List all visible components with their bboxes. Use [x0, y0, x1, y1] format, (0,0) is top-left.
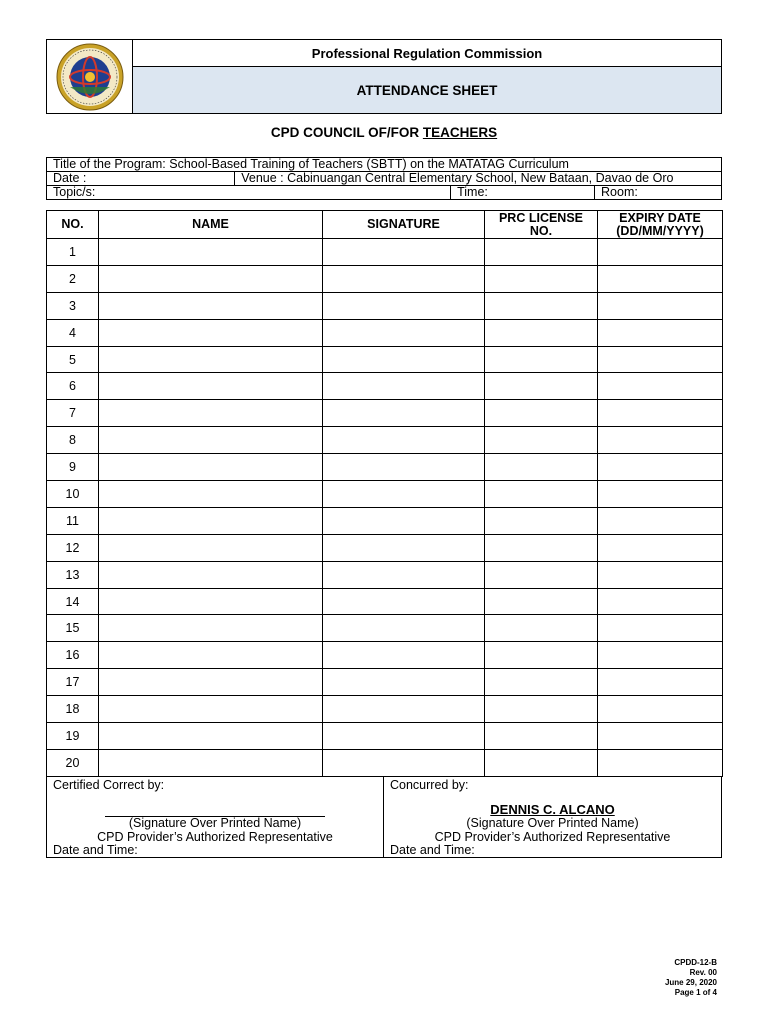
expiry-date-cell[interactable]: [598, 427, 723, 454]
signature-cell[interactable]: [323, 534, 485, 561]
form-page: Page 1 of 4: [674, 988, 717, 997]
concurred-section: [384, 777, 721, 857]
table-row: [47, 292, 723, 319]
signature-cell[interactable]: [323, 319, 485, 346]
row-number: 17: [47, 669, 99, 696]
expiry-date-cell[interactable]: [598, 749, 723, 776]
expiry-date-cell[interactable]: [598, 481, 723, 508]
signature-cell[interactable]: [323, 400, 485, 427]
table-row: [47, 346, 723, 373]
signature-cell[interactable]: [323, 749, 485, 776]
col-header-signature: SIGNATURE: [323, 211, 485, 239]
table-row: [47, 534, 723, 561]
signature-cell[interactable]: [323, 507, 485, 534]
row-number: 9: [47, 454, 99, 481]
row-number: 7: [47, 400, 99, 427]
name-cell[interactable]: [99, 265, 323, 292]
table-row: [47, 642, 723, 669]
signature-cell[interactable]: [323, 669, 485, 696]
signature-cell[interactable]: [323, 481, 485, 508]
name-cell[interactable]: [99, 346, 323, 373]
form-date: June 29, 2020: [664, 978, 717, 987]
row-number: 5: [47, 346, 99, 373]
expiry-date-cell[interactable]: [598, 534, 723, 561]
organization-name: Professional Regulation Commission: [133, 40, 721, 67]
form-title: ATTENDANCE SHEET: [133, 67, 721, 113]
prc-license-cell[interactable]: [485, 427, 598, 454]
row-number: 8: [47, 427, 99, 454]
row-number: 6: [47, 373, 99, 400]
caption-signature: (Signature Over Printed Name): [466, 816, 639, 830]
row-number: 14: [47, 588, 99, 615]
signature-cell[interactable]: [323, 265, 485, 292]
prc-license-cell[interactable]: [485, 346, 598, 373]
row-number: 19: [47, 723, 99, 750]
certified-section: [47, 777, 384, 857]
expiry-date-cell[interactable]: [598, 373, 723, 400]
venue-field[interactable]: Venue : Cabinuangan Central Elementary School, New Bataan, Davao de Oro: [235, 172, 722, 186]
name-cell[interactable]: [99, 319, 323, 346]
signature-cell[interactable]: [323, 346, 485, 373]
row-number: 1: [47, 239, 99, 266]
row-number: 2: [47, 265, 99, 292]
table-row: [47, 265, 723, 292]
certified-caption: [47, 817, 383, 844]
name-cell[interactable]: [99, 749, 323, 776]
name-cell[interactable]: [99, 723, 323, 750]
expiry-date-cell[interactable]: [598, 507, 723, 534]
col-header-expiry-date: [598, 211, 723, 239]
expiry-date-cell[interactable]: [598, 454, 723, 481]
expiry-date-cell[interactable]: [598, 346, 723, 373]
name-cell[interactable]: [99, 373, 323, 400]
caption-role: CPD Provider’s Authorized Representative: [97, 829, 333, 844]
room-field[interactable]: Room:: [595, 186, 722, 200]
table-row: [47, 615, 723, 642]
name-cell[interactable]: [99, 454, 323, 481]
prc-license-cell[interactable]: [485, 615, 598, 642]
table-row: [47, 400, 723, 427]
form-revision: Rev. 00: [689, 968, 717, 977]
signature-cell[interactable]: [323, 588, 485, 615]
concurred-name: DENNIS C. ALCANO: [490, 802, 615, 817]
expiry-date-cell[interactable]: [598, 642, 723, 669]
attendance-rows: [47, 239, 723, 777]
signature-block: [46, 777, 722, 858]
name-cell[interactable]: [99, 561, 323, 588]
program-info-table: [46, 157, 722, 200]
col-header-name: NAME: [99, 211, 323, 239]
expiry-date-cell[interactable]: [598, 239, 723, 266]
prc-license-cell[interactable]: [485, 642, 598, 669]
table-row: [47, 723, 723, 750]
row-number: 4: [47, 319, 99, 346]
prc-license-cell[interactable]: [485, 400, 598, 427]
row-number: 12: [47, 534, 99, 561]
date-field[interactable]: Date :: [47, 172, 235, 186]
council-prefix: CPD COUNCIL OF/FOR: [270, 125, 423, 140]
name-cell[interactable]: [99, 669, 323, 696]
expiry-date-cell[interactable]: [598, 265, 723, 292]
expiry-date-cell[interactable]: [598, 723, 723, 750]
name-cell[interactable]: [99, 642, 323, 669]
name-cell[interactable]: [99, 292, 323, 319]
attendance-table: [46, 210, 723, 777]
form-code: CPDD-12-B: [674, 958, 717, 967]
prc-license-cell[interactable]: [485, 265, 598, 292]
program-title: Title of the Program: School-Based Training of Teachers (SBTT) on the MATATAG Curriculum: [47, 158, 722, 172]
prc-license-cell[interactable]: [485, 534, 598, 561]
name-cell[interactable]: [99, 534, 323, 561]
expiry-date-cell[interactable]: [598, 669, 723, 696]
signature-cell[interactable]: [323, 454, 485, 481]
form-code-block: [665, 958, 717, 998]
row-number: 11: [47, 507, 99, 534]
table-row: [47, 749, 723, 776]
table-row: [47, 481, 723, 508]
name-cell[interactable]: [99, 239, 323, 266]
table-row: [47, 669, 723, 696]
prc-license-cell[interactable]: [485, 239, 598, 266]
row-number: 3: [47, 292, 99, 319]
time-field[interactable]: Time:: [451, 186, 595, 200]
expiry-date-cell[interactable]: [598, 319, 723, 346]
name-cell[interactable]: [99, 400, 323, 427]
name-cell[interactable]: [99, 481, 323, 508]
table-header-row: [47, 211, 723, 239]
form-header: [46, 39, 722, 114]
expiry-line-1: EXPIRY DATE: [619, 210, 701, 225]
signature-cell[interactable]: [323, 292, 485, 319]
row-number: 18: [47, 696, 99, 723]
council-profession: TEACHERS: [422, 125, 498, 140]
prc-license-cell[interactable]: [485, 319, 598, 346]
table-row: [47, 507, 723, 534]
signature-cell[interactable]: [323, 615, 485, 642]
certified-date-field[interactable]: Date and Time:: [53, 843, 138, 857]
council-title: [0, 125, 768, 140]
table-row: [47, 319, 723, 346]
row-number: 16: [47, 642, 99, 669]
name-cell[interactable]: [99, 696, 323, 723]
expiry-line-2: (DD/MM/YYYY): [616, 223, 704, 238]
certified-label: Certified Correct by:: [53, 778, 165, 792]
expiry-date-cell[interactable]: [598, 696, 723, 723]
name-cell[interactable]: [99, 615, 323, 642]
prc-license-cell[interactable]: [485, 481, 598, 508]
concurred-caption: [384, 817, 721, 844]
signature-cell[interactable]: [323, 239, 485, 266]
prc-seal-logo: [56, 43, 124, 111]
row-number: 15: [47, 615, 99, 642]
prc-license-cell[interactable]: [485, 749, 598, 776]
signature-cell[interactable]: [323, 696, 485, 723]
row-number: 13: [47, 561, 99, 588]
logo-cell: [47, 40, 133, 113]
table-row: [47, 588, 723, 615]
prc-license-cell[interactable]: [485, 292, 598, 319]
concurred-date-field[interactable]: Date and Time:: [390, 843, 475, 857]
prc-license-cell[interactable]: [485, 561, 598, 588]
caption-signature: (Signature Over Printed Name): [128, 816, 302, 830]
table-row: [47, 239, 723, 266]
concurred-label: Concurred by:: [390, 778, 469, 792]
name-cell[interactable]: [99, 427, 323, 454]
signature-cell[interactable]: [323, 561, 485, 588]
expiry-date-cell[interactable]: [598, 292, 723, 319]
name-cell[interactable]: [99, 588, 323, 615]
table-row: [47, 696, 723, 723]
row-number: 10: [47, 481, 99, 508]
prc-license-cell[interactable]: [485, 507, 598, 534]
table-row: [47, 373, 723, 400]
topic-field[interactable]: Topic/s:: [47, 186, 451, 200]
col-header-no: NO.: [47, 211, 99, 239]
prc-line-2: NO.: [529, 223, 553, 238]
signature-cell[interactable]: [323, 373, 485, 400]
name-cell[interactable]: [99, 507, 323, 534]
prc-license-cell[interactable]: [485, 588, 598, 615]
signature-cell[interactable]: [323, 723, 485, 750]
expiry-date-cell[interactable]: [598, 615, 723, 642]
prc-license-cell[interactable]: [485, 696, 598, 723]
expiry-date-cell[interactable]: [598, 400, 723, 427]
prc-license-cell[interactable]: [485, 373, 598, 400]
table-row: [47, 454, 723, 481]
expiry-date-cell[interactable]: [598, 588, 723, 615]
signature-cell[interactable]: [323, 427, 485, 454]
table-row: [47, 427, 723, 454]
prc-license-cell[interactable]: [485, 454, 598, 481]
table-row: [47, 561, 723, 588]
signature-cell[interactable]: [323, 642, 485, 669]
prc-license-cell[interactable]: [485, 723, 598, 750]
caption-role: CPD Provider’s Authorized Representative: [434, 829, 671, 844]
prc-line-1: PRC LICENSE: [498, 210, 584, 225]
prc-license-cell[interactable]: [485, 669, 598, 696]
row-number: 20: [47, 749, 99, 776]
expiry-date-cell[interactable]: [598, 561, 723, 588]
col-header-prc-license: [485, 211, 598, 239]
